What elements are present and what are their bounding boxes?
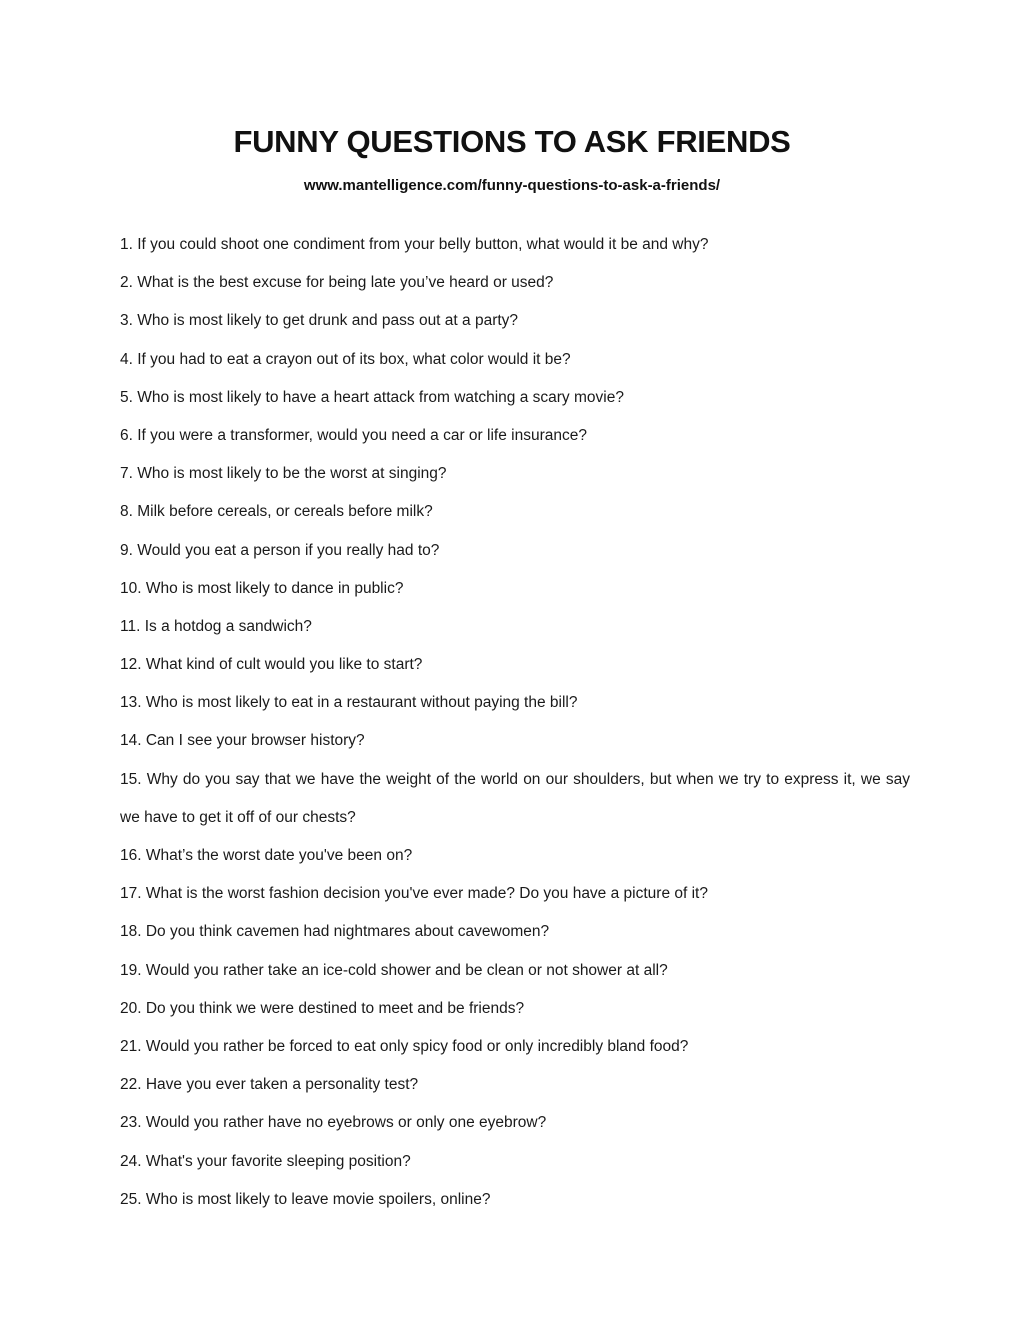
question-item: 5. Who is most likely to have a heart attack from watching a scary movie?	[120, 388, 624, 406]
question-item: 6. If you were a transformer, would you need a car or life insurance?	[120, 426, 587, 444]
question-item: 21. Would you rather be forced to eat only spicy food or only incredibly bland food?	[120, 1037, 689, 1055]
question-item: 7. Who is most likely to be the worst at singing?	[120, 465, 447, 483]
question-item: 15. Why do you say that we have the weight of the world on our shoulders, but when we try to express it, we say we have to get it off of our chests?	[120, 770, 910, 826]
question-item: 19. Would you rather take an ice-cold shower and be clean or not shower at all?	[120, 961, 668, 979]
question-item: 17. What is the worst fashion decision you've ever made? Do you have a picture of it?	[120, 885, 708, 903]
question-item: 9. Would you eat a person if you really had to?	[120, 541, 440, 559]
question-item: 23. Would you rather have no eyebrows or only one eyebrow?	[120, 1114, 547, 1132]
page-title: FUNNY QUESTIONS TO ASK FRIENDS	[233, 124, 791, 159]
question-item: 3. Who is most likely to get drunk and pass out at a party?	[120, 312, 519, 330]
source-url: www.mantelligence.com/funny-questions-to-ask-a-friends/	[303, 177, 721, 194]
question-list	[120, 226, 910, 1219]
question-item: 13. Who is most likely to eat in a restaurant without paying the bill?	[120, 694, 578, 712]
question-item: 4. If you had to eat a crayon out of its box, what color would it be?	[120, 350, 571, 368]
question-item: 10. Who is most likely to dance in public?	[120, 579, 404, 597]
question-item: 12. What kind of cult would you like to start?	[120, 656, 423, 674]
question-item: 18. Do you think cavemen had nightmares about cavewomen?	[120, 923, 550, 941]
question-item: 1. If you could shoot one condiment from your belly button, what would it be and why?	[120, 236, 709, 253]
question-item: 11. Is a hotdog a sandwich?	[120, 617, 312, 635]
question-item: 14. Can I see your browser history?	[120, 732, 365, 750]
question-item: 20. Do you think we were destined to meet and be friends?	[120, 999, 525, 1017]
question-item: 25. Who is most likely to leave movie spoilers, online?	[120, 1190, 491, 1208]
question-item: 22. Have you ever taken a personality test?	[120, 1076, 419, 1094]
question-item: 24. What's your favorite sleeping position?	[120, 1152, 411, 1170]
question-item: 8. Milk before cereals, or cereals before milk?	[120, 503, 433, 521]
question-item: 2. What is the best excuse for being late you’ve heard or used?	[120, 274, 554, 292]
question-item: 16. What’s the worst date you've been on?	[120, 847, 413, 865]
